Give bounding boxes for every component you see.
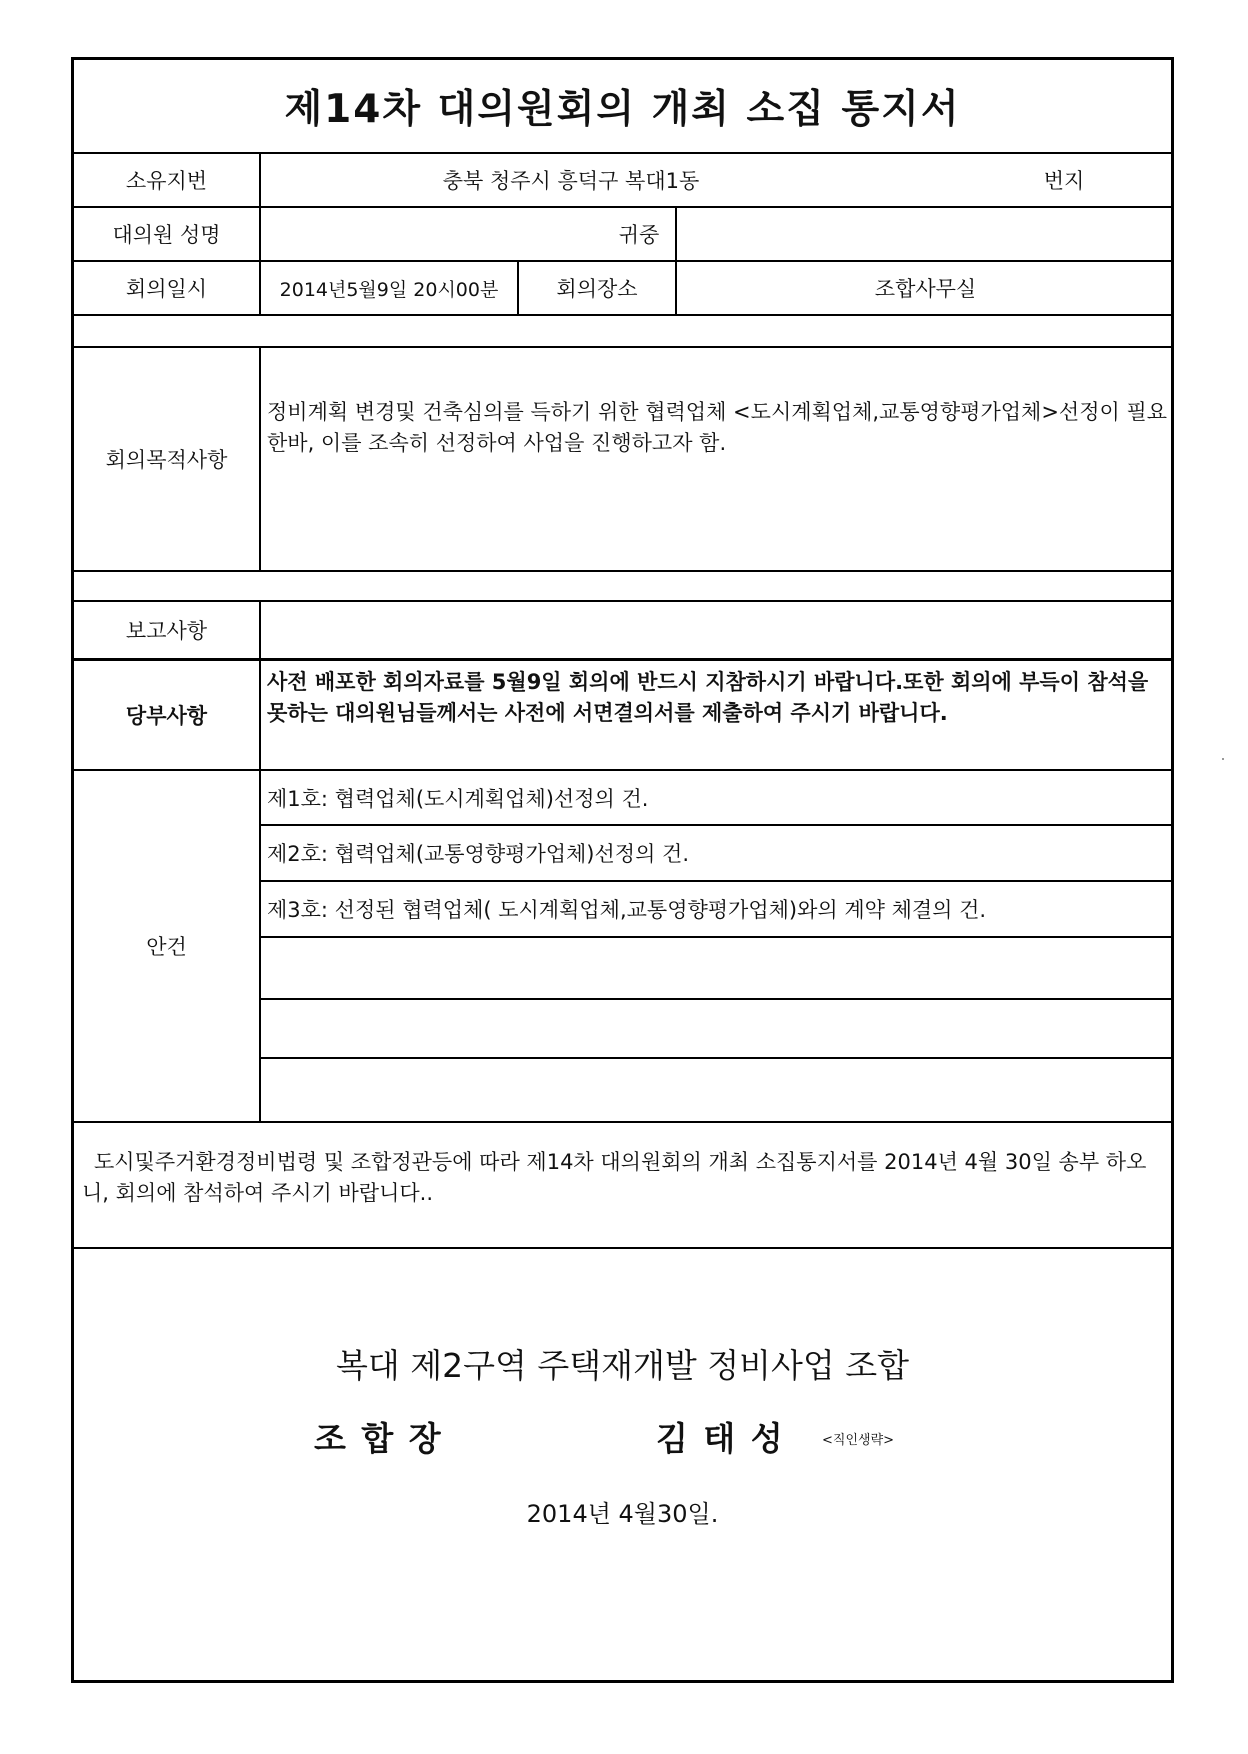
divider <box>261 936 1174 938</box>
agenda-item: 제1호: 협력업체(도시계획업체)선정의 건. <box>267 786 649 811</box>
address-suffix: 번지 <box>1043 169 1085 193</box>
delegate-label: 대의원 성명 <box>112 223 221 247</box>
place-label: 회의장소 <box>556 277 638 301</box>
agenda-label: 안건 <box>146 935 187 959</box>
divider <box>675 208 677 315</box>
divider <box>74 314 1171 316</box>
delegate-honorific: 귀중 <box>618 223 660 247</box>
date-value: 2014년5월9일 20시00분 <box>279 278 499 301</box>
association-name: 복대 제2구역 주택재개발 정비사업 조합 <box>335 1346 909 1385</box>
chairman-name: 김 태 성 <box>656 1419 785 1458</box>
request-text: 사전 배포한 회의자료를 5월9일 회의에 반드시 지참하시기 바랍니다.또한 회의에 부득이 참석을 못하는 대의원님들께서는 사전에 서면결의서를 제출하여 주시기 바랍니다. <box>267 670 1149 725</box>
divider <box>74 570 1171 572</box>
notice-text: 도시및주거환경정비법령 및 조합정관등에 따라 제14차 대의원회의 개최 소집통지서를 2014년 4월 30일 송부 하오니, 회의에 참석하여 주시기 바랍니다.. <box>82 1150 1147 1205</box>
agenda-item: 제2호: 협력업체(교통영향평가업체)선정의 건. <box>267 842 689 866</box>
place-value: 조합사무실 <box>874 277 977 301</box>
address-value: 충북 청주시 흥덕구 복대1동 <box>442 169 700 193</box>
signature-row <box>74 1413 1171 1463</box>
divider <box>261 1057 1174 1059</box>
divider <box>261 998 1174 1000</box>
purpose-text: 정비계획 변경및 건축심의를 득하기 위한 협력업체 <도시계획업체,교통영향평가업체>선정이 필요한바, 이를 조속히 선정하여 사업을 진행하고자 함. <box>267 400 1168 455</box>
divider <box>517 262 519 315</box>
request-label: 당부사항 <box>125 704 208 728</box>
divider <box>74 1247 1171 1249</box>
seal-omitted-note: <직인생략> <box>822 1433 895 1448</box>
purpose-label: 회의목적사항 <box>105 448 228 472</box>
divider <box>259 154 261 315</box>
divider <box>74 1121 1171 1123</box>
address-label: 소유지번 <box>125 169 208 193</box>
report-label: 보고사항 <box>125 619 208 643</box>
issue-date: 2014년 4월30일. <box>526 1500 719 1528</box>
scan-speck <box>1222 758 1224 760</box>
document-title: 제14차 대의원회의 개최 소집 통지서 <box>284 87 961 132</box>
agenda-item: 제3호: 선정된 협력업체( 도시계획업체,교통영향평가업체)와의 계약 체결의 건. <box>267 898 987 922</box>
date-label: 회의일시 <box>125 277 208 301</box>
chairman-title: 조 합 장 <box>314 1419 443 1458</box>
divider <box>259 348 261 571</box>
notice-document <box>71 57 1174 1683</box>
divider <box>259 602 261 1122</box>
